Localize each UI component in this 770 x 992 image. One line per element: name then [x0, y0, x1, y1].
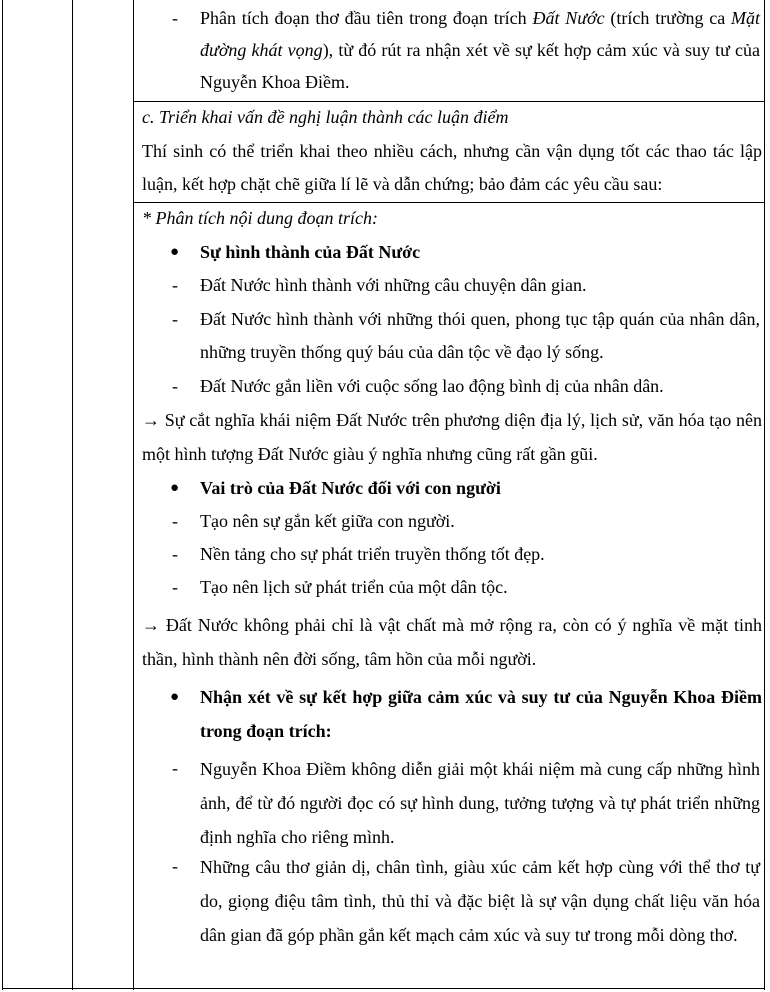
bullet-marker: ● [170, 244, 180, 260]
answer-block-1 [134, 0, 764, 101]
dash-marker: - [172, 544, 178, 564]
table-border-left [2, 0, 3, 990]
section-body: Thí sinh có thể triển khai theo nhiều cách, nhưng cần vận dụng tốt các thao tác lập luận, kết hợp chặt chẽ giữa lí lẽ và dẫn chứng; bảo đảm các yêu cầu sau: [142, 141, 762, 194]
section-conclusion: → Đất Nước không phải chỉ là vật chất mà mở rộng ra, còn có ý nghĩa về mặt tinh thần, hình thành nên đời sống, tâm hồn của mỗi người. [142, 615, 762, 669]
answer-block-3: * Phân tích nội dung đoạn trích: ● Sự hình thành của Đất Nước - Đất Nước hình thành với những câu chuyện dân gian. - Đất Nước hình thành với những thói quen, phong tục tập quán của nhân dân, những truyền thống quý báu của dân tộc về đạo lý sống. - Đất Nước gắn liền với cuộc sống lao động bình dị của nhân dân. → Sự cắt nghĩa khái niệm Đất Nước trên phương diện địa lý, lịch sử, văn hóa tạo nên một hình tượng Đất Nước giàu ý nghĩa nhưng cũng rất gần gũi. ● Vai trò của Đất Nước đối với con người - Tạo nên sự gắn kết giữa con người. - Nền tảng cho sự phát triển truyền thống tốt đẹp. - Tạo nên lịch sử phát triển của một dân tộc. → Đất Nước không phải chỉ là vật chất mà mở rộng ra, còn có ý nghĩa về mặt tinh thần, hình thành nên đời sống, tâm hồn của mỗi người. ● Nhận xét về sự kết hợp giữa cảm xúc và suy tư của Nguyễn Khoa Điềm trong đoạn trích: - Nguyễn Khoa Điềm không diễn giải một khái niệm mà cung cấp những hình ảnh, để từ đó người đọc có sự hình dung, tưởng tượng và tự phát triển những định nghĩa cho riêng mình. - Những câu thơ giản dị, chân tình, giàu xúc cảm kết hợp cùng với thể thơ tự do, giọng điệu tâm tình, thủ thỉ và đặc biệt là sự vận dụng chất liệu văn hóa dân gian đã góp phần gắn kết mạch cảm xúc và suy tư trong mỗi dòng thơ. [134, 202, 764, 988]
list-item-text: Phân tích đoạn thơ đầu tiên trong đoạn trích Đất Nước (trích trường ca Mặt đường khát vọng), từ đó rút ra nhận xét về sự kết hợp cảm xúc và suy tư của Nguyễn Khoa Điềm. [200, 8, 761, 92]
dash-marker: - [172, 511, 178, 531]
answer-block-2 [134, 101, 764, 202]
bullet-marker: ● [170, 689, 180, 705]
table-border-right [764, 0, 765, 990]
dash-marker: - [172, 758, 178, 778]
section-heading: c. Triển khai vấn đề nghị luận thành các luận điểm [142, 107, 509, 127]
dash-marker: - [172, 577, 178, 597]
table-border-bottom [2, 988, 764, 989]
dash-marker: - [172, 309, 178, 329]
dash-marker: - [172, 376, 178, 396]
bullet-marker: ● [170, 480, 180, 496]
table-column-divider-1 [72, 0, 73, 990]
section-conclusion: → Sự cắt nghĩa khái niệm Đất Nước trên phương diện địa lý, lịch sử, văn hóa tạo nên một hình tượng Đất Nước giàu ý nghĩa nhưng cũng rất gần gũi. [142, 410, 762, 464]
section-heading: * Phân tích nội dung đoạn trích: [142, 208, 378, 228]
dash-marker: - [172, 275, 178, 295]
dash-marker: - [172, 856, 178, 876]
dash-marker: - [172, 8, 178, 28]
